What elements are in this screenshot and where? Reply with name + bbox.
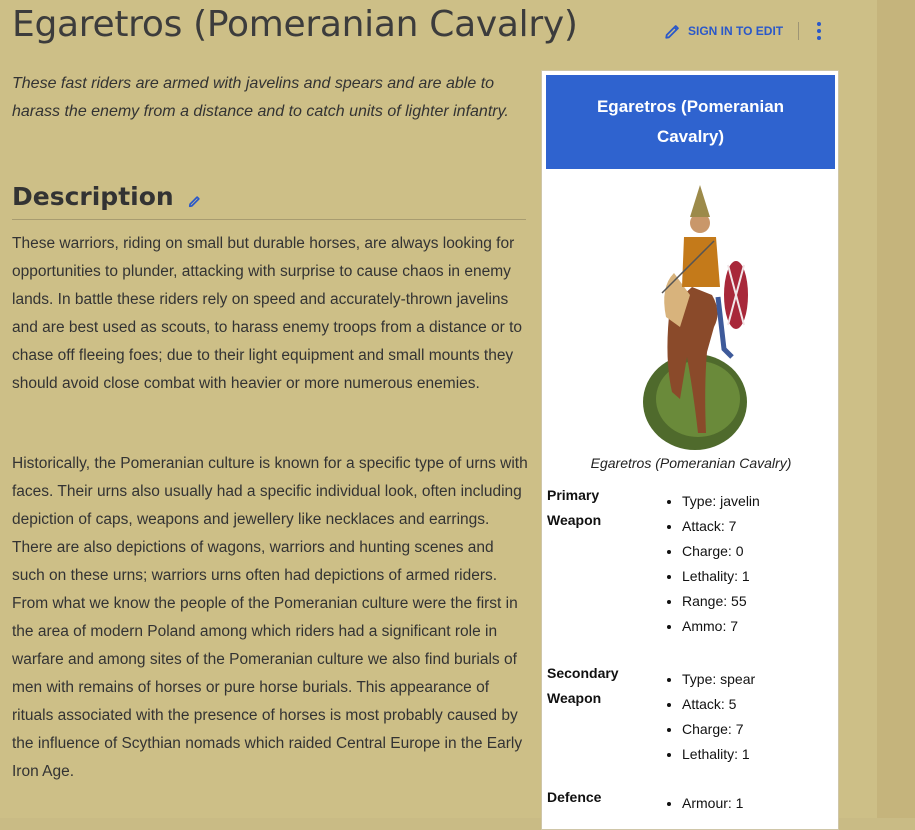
list-item: • Charge: 0 bbox=[682, 539, 760, 564]
defence-stats bbox=[662, 791, 743, 816]
description-section-header bbox=[12, 182, 526, 220]
unit-infobox bbox=[541, 70, 839, 830]
sign-in-to-edit-button[interactable] bbox=[664, 22, 783, 40]
list-item: • Ammo: 7 bbox=[682, 614, 760, 639]
description-paragraph-2: Historically, the Pomeranian culture is known for a specific type of urns with faces. Their urns also usually had a specific individual look, often including depiction of caps, weapons and jewellery like necklaces and earrings. There are also depictions of wagons, warriors and hunting scenes and such on these urns; warriors urns often had depictions of armed riders. From what we know the people of the Pomeranian culture were the first in the area of modern Poland among which riders had a significant role in warfare and among sites of the Pomeranian culture we also find burials of men with remains of horses or pure horse burials. This appearance of rituals associated with the presence of horses is most probably caused by the influence of Scythian nomads which raided Central Europe in the Early Iron Age. bbox=[12, 455, 528, 780]
sign-in-label: SIGN IN TO EDIT bbox=[688, 24, 784, 38]
infobox-image-caption: Egaretros (Pomeranian Cavalry) bbox=[590, 455, 792, 471]
lead-text: These fast riders are armed with javelins and spears and are able to harass the enemy from a distance and to catch units of lighter infantry. bbox=[12, 75, 509, 120]
list-item: • Charge: 7 bbox=[682, 717, 755, 742]
actions-divider bbox=[798, 22, 799, 40]
unit-image bbox=[632, 177, 762, 457]
description-paragraph-1: These warriors, riding on small but durable horses, are always looking for opportunities to plunder, attacking with surprise to cause chaos in enemy lands. In battle these riders rely on speed and accurately-thrown javelins and are best used as scouts, to harass enemy troops from a distance or to chase off fleeing foes; due to their light equipment and small mounts they should avoid close combat with heavier or more numerous enemies. bbox=[12, 235, 523, 392]
pencil-icon bbox=[664, 22, 682, 40]
list-item: • Armour: 1 bbox=[682, 791, 743, 816]
list-item: • Attack: 5 bbox=[682, 692, 755, 717]
edit-section-icon[interactable] bbox=[188, 194, 202, 208]
secondary-weapon-stats bbox=[662, 667, 755, 767]
defence-label: Defence bbox=[547, 789, 602, 805]
list-item: • Type: spear bbox=[682, 667, 755, 692]
primary-weapon-stats bbox=[662, 489, 760, 639]
list-item: • Range: 55 bbox=[682, 589, 760, 614]
page-title: Egaretros (Pomeranian Cavalry) bbox=[12, 4, 578, 45]
list-item: • Type: javelin bbox=[682, 489, 760, 514]
infobox-title: Egaretros (Pomeranian Cavalry) bbox=[546, 75, 835, 169]
more-options-icon[interactable] bbox=[813, 20, 825, 42]
list-item: • Lethality: 1 bbox=[682, 564, 760, 589]
primary-weapon-label: Primary Weapon bbox=[547, 487, 602, 528]
page-actions bbox=[664, 18, 825, 44]
secondary-weapon-label: Secondary Weapon bbox=[547, 665, 619, 706]
page-margin bbox=[877, 0, 915, 818]
list-item: • Attack: 7 bbox=[682, 514, 760, 539]
list-item: • Lethality: 1 bbox=[682, 742, 755, 767]
description-heading: Description bbox=[12, 182, 174, 211]
